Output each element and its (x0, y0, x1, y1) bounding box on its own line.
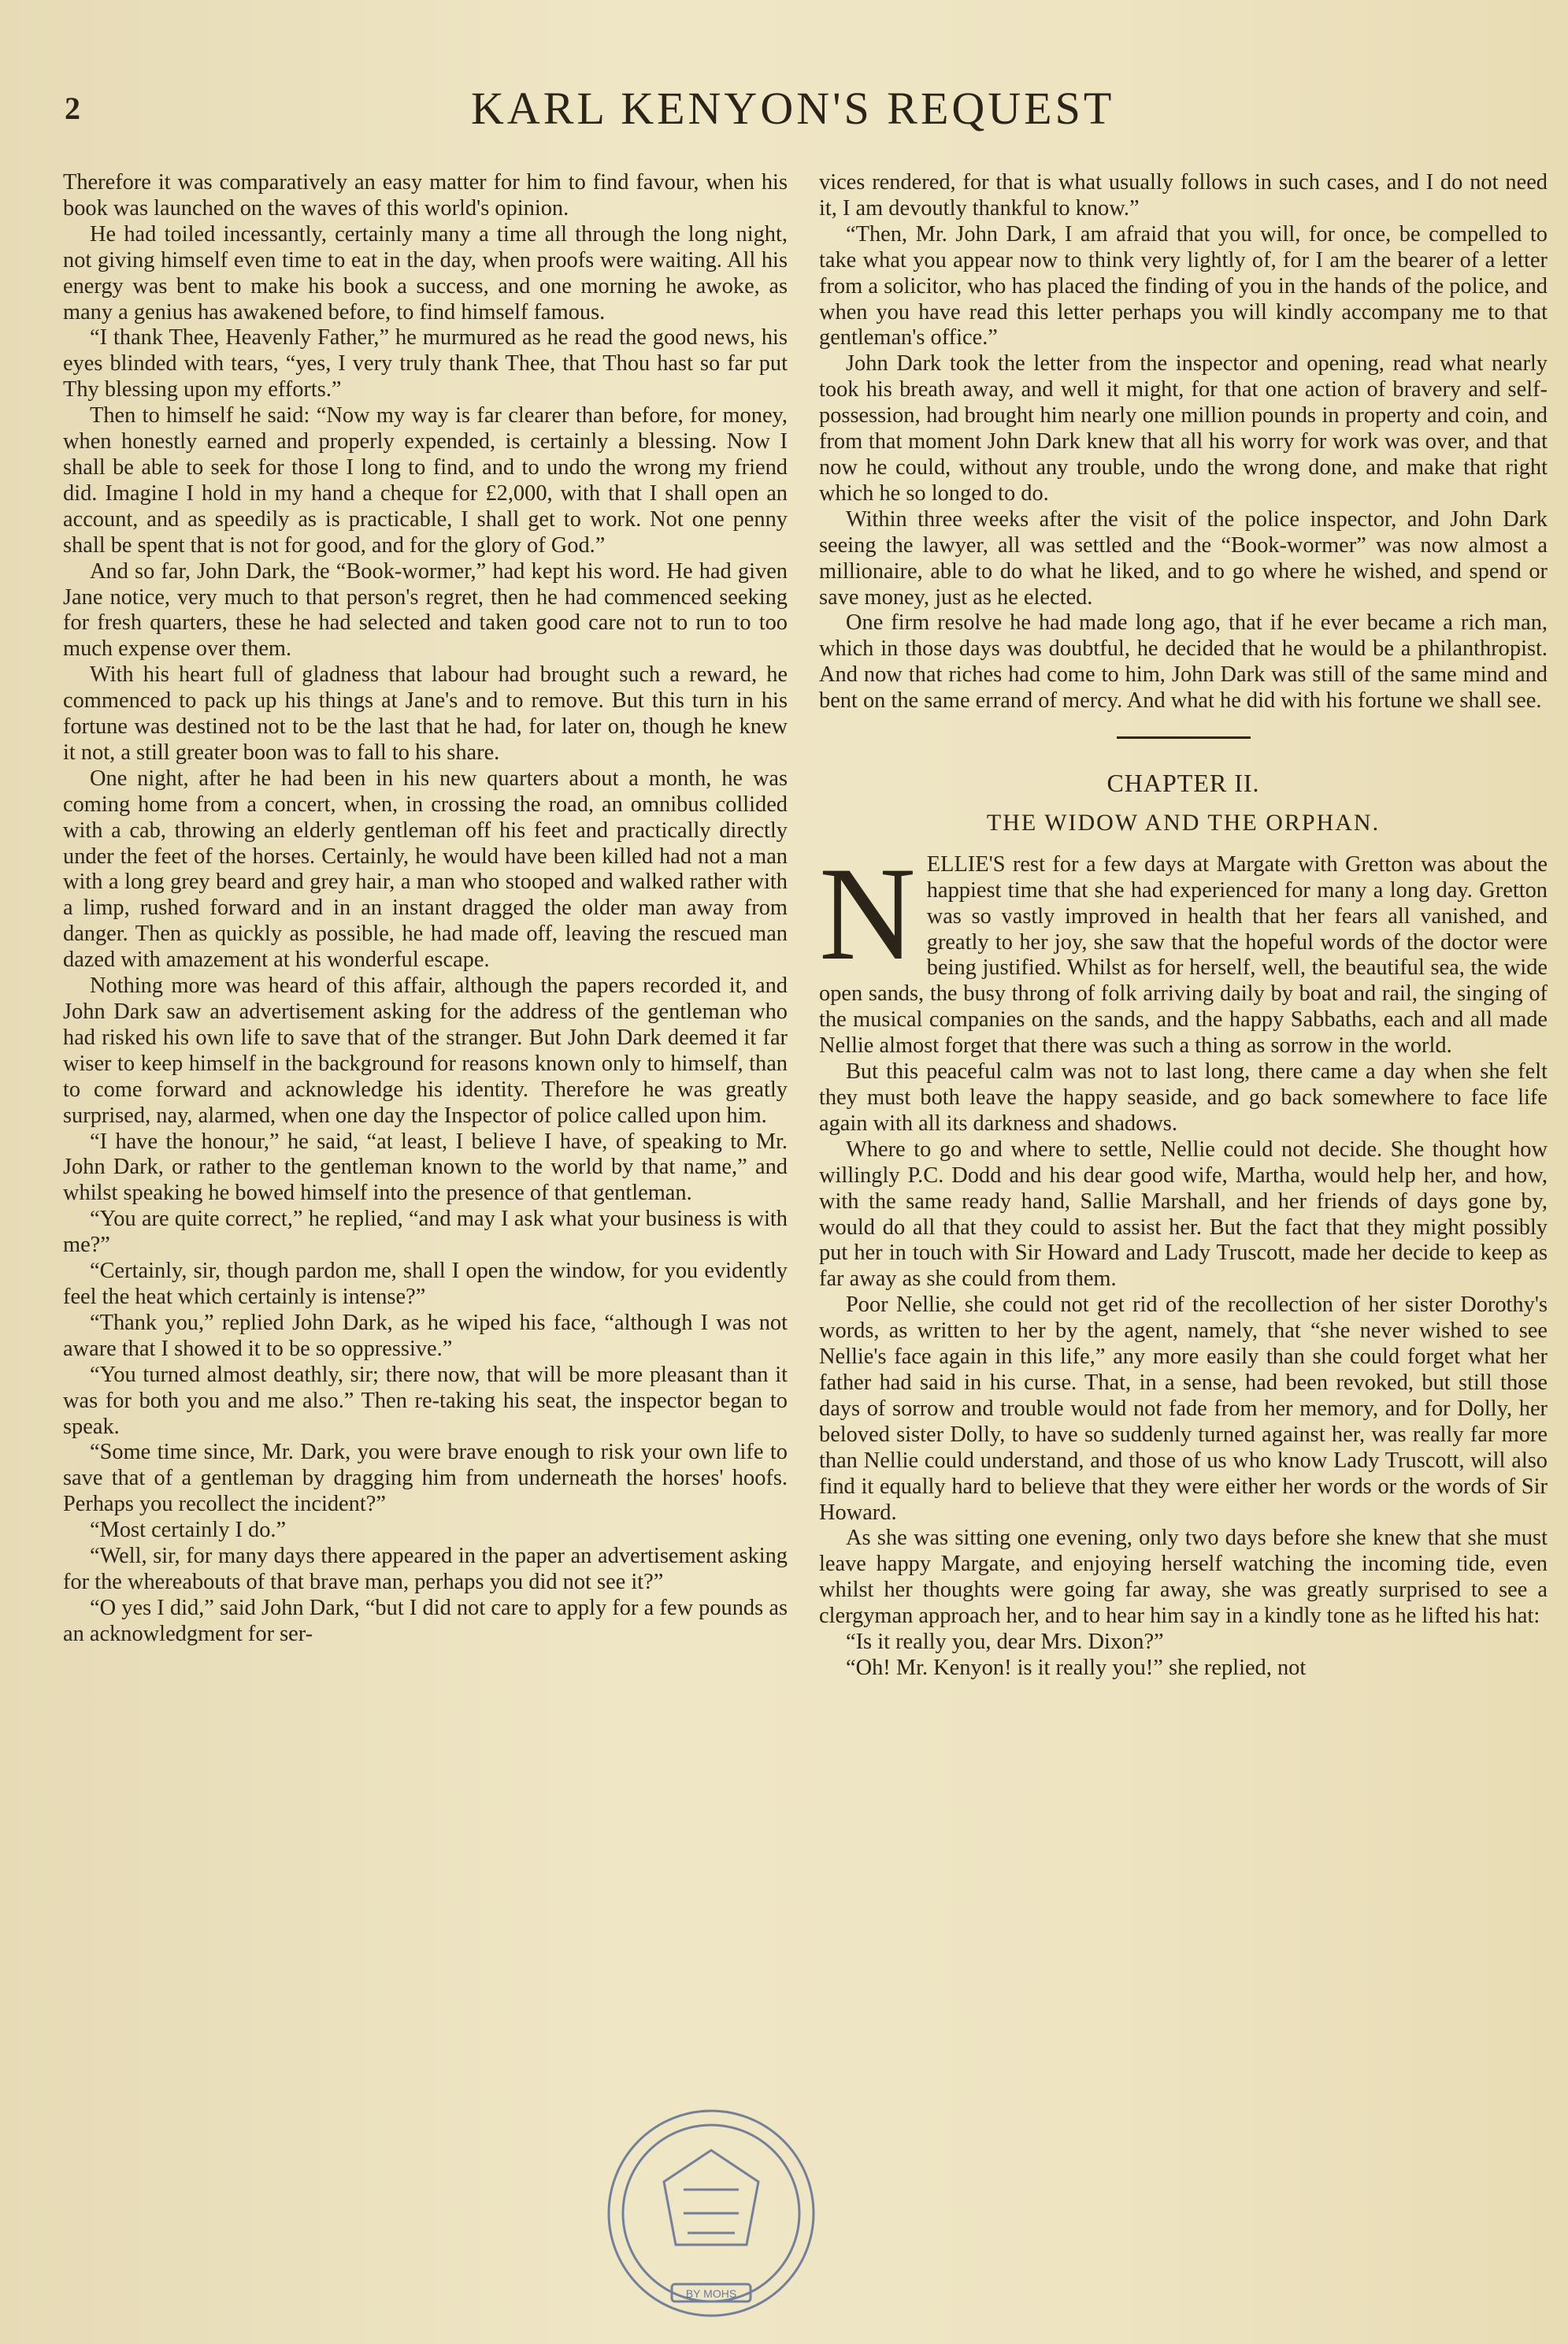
paragraph: Within three weeks after the visit of the police inspector, and John Dark seeing the lawyer, all was settled and the “Book-wormer” was now almost a millionaire, able to do what he liked, and to go where he wished, and spend or save money, just as he elected. (819, 506, 1548, 610)
paragraph: “O yes I did,” said John Dark, “but I did not care to apply for a few pounds as an acknowledgment for ser- (63, 1595, 788, 1646)
running-title: KARL KENYON'S REQUEST (471, 83, 1115, 134)
paragraph: As she was sitting one evening, only two days before she knew that she must leave happy Margate, and enjoying herself watching the incoming tide, even whilst her thoughts were going far away, she was greatly surprised to see a clergyman approach her, and to hear him say in a kindly tone as he lifted his hat: (819, 1526, 1548, 1629)
paragraph: Poor Nellie, she could not get rid of the recollection of her sister Dorothy's words, as written to her by the agent, namely, that “she never wished to see Nellie's face again in this life,” any more easily than she could forget what her father had said in his curse. That, in a sense, had been revoked, but still those days of sorrow and trouble would not fade from her memory, and for Dolly, her beloved sister Dolly, to have so suddenly turned against her, was really far more than Nellie could understand, and those of us who know Lady Truscott, will also find it equally hard to believe that they were either her words or the words of Sir Howard. (819, 1293, 1548, 1525)
paragraph: “Some time since, Mr. Dark, you were brave enough to risk your own life to save that of a gentleman by dragging him from underneath the horses' hoofs. Perhaps you recollect the incident?” (63, 1440, 788, 1517)
paragraph: Nothing more was heard of this affair, although the papers recorded it, and John Dark saw an advertisement asking for the address of the gentleman who had risked his own life to save that of the stranger. But John Dark deemed it far wiser to keep himself in the background for reasons known only to himself, than to come forward and acknowledge his identity. Therefore he was greatly surprised, nay, alarmed, when one day the Inspector of police called upon him. (63, 974, 788, 1128)
section-divider (1117, 736, 1251, 739)
paragraph: One night, after he had been in his new quarters about a month, he was coming home from a concert, when, in crossing the road, an omnibus collided with a cab, throwing an elderly gentleman off his feet and practically directly under the feet of the horses. Certainly, he would have been killed had not a man with a long grey beard and grey hair, a man who stooped and walked rather with a limp, rushed forward and in an instant dragged the older man away from danger. Then as quickly as possible, he had made off, leaving the rescued man dazed with amazement at his wonderful escape. (63, 766, 788, 973)
page-number: 2 (65, 91, 80, 126)
paragraph: “Well, sir, for many days there appeared in the paper an advertisement asking for the whereabouts of that brave man, perhaps you did not see it?” (63, 1544, 788, 1594)
paragraph: John Dark took the letter from the inspector and opening, read what nearly took his breath away, and well it might, for that one action of bravery and self-possession, had brought him nearly one million pounds in property and coin, and from that moment John Dark knew that all his worry for work was over, and that now he could, without any trouble, undo the wrong done, and make that right which he so longed to do. (819, 351, 1548, 506)
chapter-first-paragraph (819, 839, 1548, 1059)
paragraph: “You turned almost deathly, sir; there now, that will be more pleasant than it was for both you and me also.” Then re-taking his seat, the inspector began to speak. (63, 1362, 788, 1439)
paragraph: “You are quite correct,” he replied, “and may I ask what your business is with me?” (63, 1207, 788, 1258)
paragraph: But this peaceful calm was not to last long, there came a day when she felt they must both leave the happy seaside, and go back somewhere to face life again with all its darkness and shadows. (819, 1059, 1548, 1136)
paragraph: “Certainly, sir, though pardon me, shall I open the window, for you evidently feel the heat which certainly is intense?” (63, 1259, 788, 1309)
library-stamp-icon (589, 2095, 833, 2331)
chapter-title: THE WIDOW AND THE ORPHAN. (986, 809, 1381, 836)
left-column (63, 170, 788, 1648)
paragraph: One firm resolve he had made long ago, that if he ever became a rich man, which in those days was doubtful, he decided that he would be a philanthropist. And now that riches had come to him, John Dark was still of the same mind and bent on the same errand of mercy. And what he did with his fortune we shall see. (819, 610, 1548, 714)
paragraph: vices rendered, for that is what usually follows in such cases, and I do not need it, I am devoutly thankful to know.” (819, 170, 1548, 221)
paragraph: “Thank you,” replied John Dark, as he wiped his face, “although I was not aware that I showed it to be so oppressive.” (63, 1310, 788, 1361)
paragraph: Where to go and where to settle, Nellie could not decide. She thought how willingly P.C. Dodd and his dear good wife, Martha, would help her, and how, with the same ready hand, Sallie Marshall, and her friends of days gone by, would do all that they could to assist her. But the fact that they might possibly put her in touch with Sir Howard and Lady Truscott, made her decide to keep as far away as she could from them. (819, 1137, 1548, 1292)
paragraph: “Oh! Mr. Kenyon! is it really you!” she replied, not (846, 1655, 1307, 1680)
paragraph: “Is it really you, dear Mrs. Dixon?” (846, 1630, 1164, 1655)
paragraph: “I have the honour,” he said, “at least, I believe I have, of speaking to Mr. John Dark, or rather to the gentleman known to the world by that name,” and whilst speaking he bowed himself into the presence of that gentleman. (63, 1129, 788, 1206)
drop-cap: N (819, 839, 916, 988)
stamp-text: BY MOHS (685, 2287, 737, 2300)
chapter-heading: CHAPTER II. (1106, 769, 1260, 798)
paragraph: He had toiled incessantly, certainly many a time all through the long night, not giving himself even time to eat in the day, when proofs were waiting. All his energy was bent to make his book a success, and one morning he awoke, as many a genius has awakened before, to find himself famous. (63, 221, 788, 325)
page-header (61, 82, 1558, 145)
paragraph: “Then, Mr. John Dark, I am afraid that you will, for once, be compelled to take what you appear now to think very lightly of, for I am the bearer of a letter from a solicitor, who has placed the finding of you in the hands of the police, and when you have read this letter perhaps you will kindly accompany me to that gentleman's office.” (819, 221, 1548, 350)
right-column (819, 170, 1548, 1682)
paragraph: “Most certainly I do.” (90, 1518, 287, 1543)
paragraph: “I thank Thee, Heavenly Father,” he murmured as he read the good news, his eyes blinded with tears, “yes, I very truly thank Thee, that Thou hast so far put Thy blessing upon my efforts.” (63, 325, 788, 402)
paragraph: Therefore it was comparatively an easy matter for him to find favour, when his book was launched on the waves of this world's opinion. (63, 170, 788, 221)
first-paragraph-text: ELLIE'S rest for a few days at Margate with Gretton was about the happiest time that she had experienced for many a long day. Gretton was so vastly improved in health that her fears all vanished, and greatly to her joy, she saw that the hopeful words of the doctor were being justified. Whilst as for herself, well, the beautiful sea, the wide open sands, the busy throng of folk arriving daily by boat and rail, the singing of the musical companies on the sands, and the happy Sabbaths, each and all made Nellie almost forget that there was such a thing as sorrow in the world. (819, 851, 1548, 1059)
paragraph: Then to himself he said: “Now my way is far clearer than before, for money, when honestly earned and properly expended, is certainly a blessing. Now I shall be able to seek for those I long to find, and to undo the wrong my friend did. Imagine I hold in my hand a cheque for £2,000, with that I shall open an account, and as speedily as is practicable, I shall get to work. Not one penny shall be spent that is not for good, and for the glory of God.” (63, 403, 788, 558)
paragraph: With his heart full of gladness that labour had brought such a reward, he commenced to pack up his things at Jane's and to remove. But this turn in his fortune was destined not to be the last that he had, for later on, though he knew it not, a still greater boon was to fall to his share. (63, 662, 788, 765)
paragraph: And so far, John Dark, the “Book-wormer,” had kept his word. He had given Jane notice, very much to that person's regret, then he had commenced seeking for fresh quarters, these he had selected and taken good care not to run to too much expense over them. (63, 558, 788, 662)
